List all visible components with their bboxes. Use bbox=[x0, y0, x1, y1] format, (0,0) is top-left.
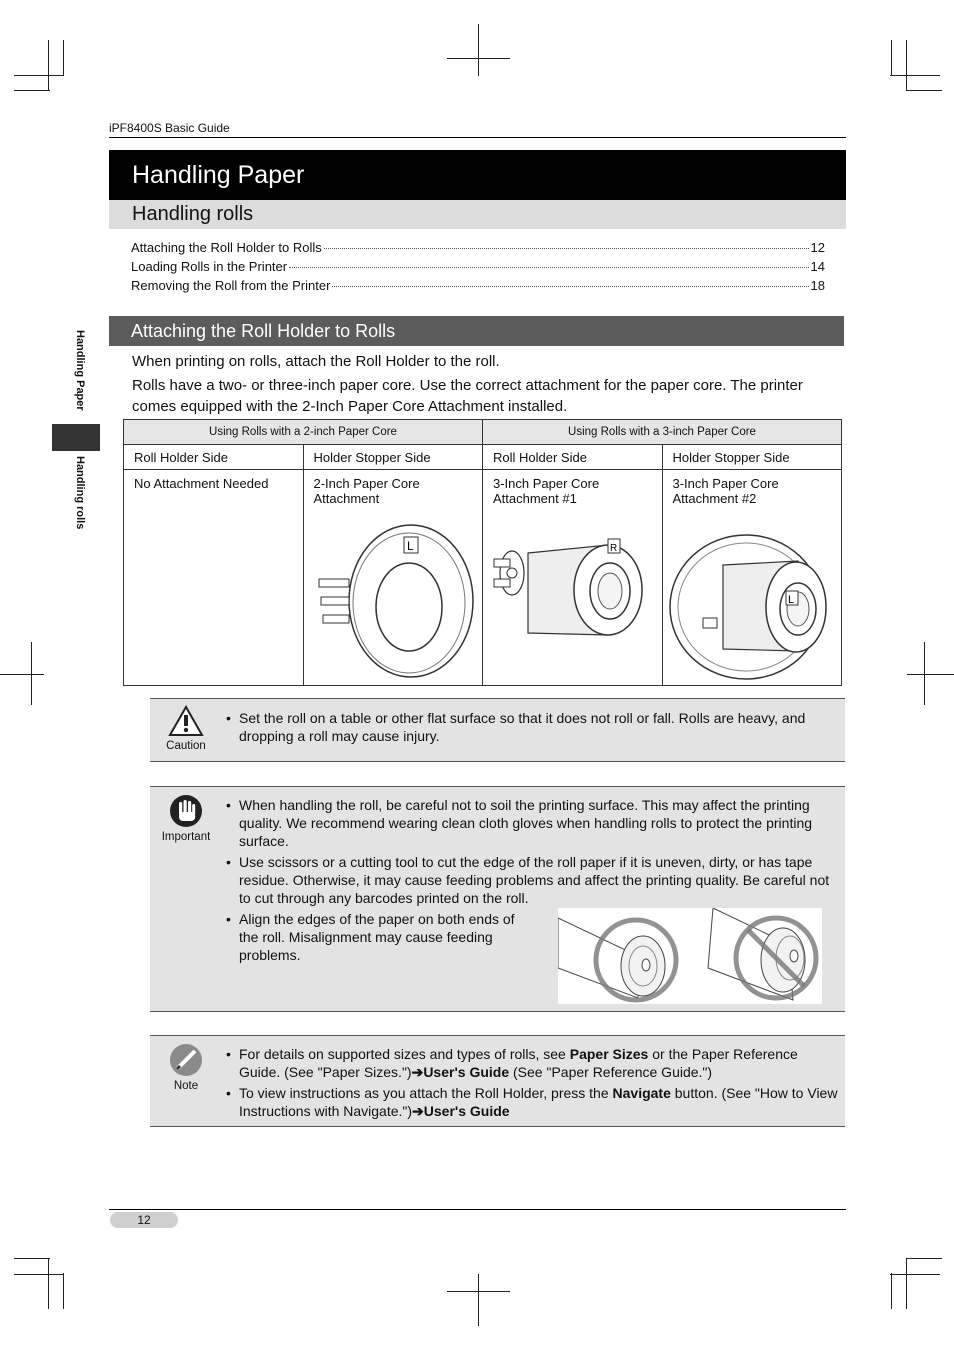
crop-mark bbox=[14, 75, 64, 76]
page-subtitle: Handling rolls bbox=[109, 200, 846, 229]
paper-sizes-link[interactable]: Paper Sizes bbox=[569, 1046, 649, 1062]
toc-leader bbox=[332, 286, 808, 287]
crop-mark bbox=[890, 75, 940, 76]
toc-label: Removing the Roll from the Printer bbox=[131, 278, 331, 293]
toc-entry[interactable] bbox=[131, 259, 825, 274]
users-guide-link[interactable]: User's Guide bbox=[423, 1064, 510, 1080]
toc-entry[interactable] bbox=[131, 278, 825, 293]
footer-rule bbox=[109, 1209, 846, 1210]
note-item bbox=[226, 1045, 838, 1081]
registration-mark bbox=[924, 642, 925, 705]
3-inch-attachment-2-illustration bbox=[668, 523, 833, 683]
section-paragraph: When printing on rolls, attach the Roll Holder to the roll. bbox=[132, 353, 500, 370]
stop-hand-icon bbox=[169, 794, 203, 828]
pencil-note-icon bbox=[169, 1043, 203, 1077]
crop-mark bbox=[890, 1274, 940, 1275]
side-mark: L bbox=[406, 539, 414, 553]
important-icon-group bbox=[150, 794, 222, 843]
note-icon-group bbox=[150, 1043, 222, 1092]
registration-mark bbox=[478, 1274, 479, 1326]
2-inch-attachment-illustration bbox=[309, 523, 474, 683]
registration-mark bbox=[907, 674, 954, 675]
crop-mark bbox=[14, 1274, 64, 1275]
crop-mark bbox=[63, 1273, 64, 1309]
section-paragraph: Rolls have a two- or three-inch paper core. Use the correct attachment for the paper core. The printer comes equipped with the 2-Inch Paper Core Attachment installed. bbox=[132, 377, 803, 415]
page-title: Handling Paper bbox=[109, 150, 846, 200]
table-cell bbox=[303, 470, 483, 686]
caution-list bbox=[226, 709, 838, 748]
toc-page: 18 bbox=[810, 278, 825, 293]
toc-label: Attaching the Roll Holder to Rolls bbox=[131, 240, 322, 255]
cell-text: 3-Inch Paper Core Attachment #1 bbox=[493, 476, 600, 506]
attachment-table bbox=[123, 419, 842, 686]
important-item: • Align the edges of the paper on both ends of the roll. Misalignment may cause feeding problems. bbox=[226, 910, 524, 964]
group-header: Using Rolls with a 2-inch Paper Core bbox=[124, 420, 483, 445]
header-rule bbox=[109, 137, 846, 138]
side-tab-chapter: Handling Paper bbox=[74, 330, 86, 411]
table-cell bbox=[662, 470, 842, 686]
note-item bbox=[226, 1084, 838, 1120]
toc-page: 14 bbox=[810, 259, 825, 274]
note-box bbox=[150, 1035, 845, 1127]
arrow-icon: ➔ bbox=[411, 1064, 424, 1080]
registration-mark bbox=[478, 24, 479, 76]
note-label: Note bbox=[173, 1080, 199, 1092]
side-mark: L bbox=[787, 594, 794, 606]
note-text: or the Paper Reference Guide. (See "Paper Sizes.") bbox=[239, 1046, 798, 1080]
column-header: Roll Holder Side bbox=[124, 445, 304, 470]
crop-mark bbox=[63, 40, 64, 76]
crop-mark bbox=[906, 40, 907, 90]
table-cell bbox=[483, 470, 663, 686]
crop-mark bbox=[906, 1259, 907, 1309]
column-header: Holder Stopper Side bbox=[303, 445, 483, 470]
important-box bbox=[150, 786, 845, 1012]
side-tab-section: Handling rolls bbox=[74, 456, 86, 530]
crop-mark bbox=[14, 1258, 50, 1259]
important-item: • When handling the roll, be careful not to soil the printing surface. This may affect the printing quality. We recommend wearing clean cloth gloves when handling rolls to protect the printing surface. bbox=[226, 796, 838, 850]
note-list bbox=[226, 1045, 838, 1123]
cell-text: 2-Inch Paper Core Attachment bbox=[313, 476, 420, 506]
toc-label: Loading Rolls in the Printer bbox=[131, 259, 288, 274]
note-text: To view instructions as you attach the Roll Holder, press the bbox=[239, 1085, 613, 1101]
caution-icon-group bbox=[150, 705, 222, 752]
important-label: Important bbox=[161, 831, 211, 843]
side-tab-marker bbox=[52, 424, 100, 451]
users-guide-link[interactable]: User's Guide bbox=[423, 1103, 510, 1119]
crop-mark bbox=[906, 90, 942, 91]
caution-box bbox=[150, 698, 845, 762]
note-text: For details on supported sizes and types of rolls, see bbox=[239, 1046, 570, 1062]
arrow-icon: ➔ bbox=[412, 1103, 424, 1119]
column-header: Roll Holder Side bbox=[483, 445, 663, 470]
group-header: Using Rolls with a 3-inch Paper Core bbox=[483, 420, 842, 445]
table-cell bbox=[124, 470, 304, 686]
crop-mark bbox=[906, 1258, 942, 1259]
toc-entry[interactable] bbox=[131, 240, 825, 255]
caution-label: Caution bbox=[166, 740, 206, 752]
crop-mark bbox=[891, 1273, 892, 1309]
column-header: Holder Stopper Side bbox=[662, 445, 842, 470]
caution-icon bbox=[168, 705, 204, 737]
side-mark: R bbox=[610, 543, 618, 554]
toc-page: 12 bbox=[810, 240, 825, 255]
registration-mark bbox=[31, 642, 32, 705]
crop-mark bbox=[48, 40, 49, 90]
crop-mark bbox=[891, 40, 892, 76]
crop-mark bbox=[48, 1259, 49, 1309]
caution-item: • Set the roll on a table or other flat surface so that it does not roll or fall. Rolls are heavy, and dropping a roll may cause injury. bbox=[226, 709, 838, 745]
toc-leader bbox=[324, 248, 809, 249]
section-title: Attaching the Roll Holder to Rolls bbox=[109, 316, 844, 346]
crop-mark bbox=[14, 90, 50, 91]
note-text: (See "Paper Reference Guide.") bbox=[509, 1064, 713, 1080]
cell-text: No Attachment Needed bbox=[134, 476, 269, 491]
roll-alignment-illustration bbox=[558, 908, 822, 1004]
3-inch-attachment-1-illustration bbox=[488, 523, 653, 683]
navigate-button-ref: Navigate bbox=[612, 1085, 671, 1101]
note-text: button. (See "How to View Instructions with Navigate.") bbox=[239, 1085, 838, 1119]
page-number: 12 bbox=[110, 1212, 178, 1228]
important-item: • Use scissors or a cutting tool to cut the edge of the roll paper if it is uneven, dirty, or has tape residue. Otherwise, it may cause feeding problems and affect the printing quality. Be careful not to cut through any barcodes printed on the roll. bbox=[226, 853, 838, 907]
toc-leader bbox=[289, 267, 808, 268]
registration-mark bbox=[0, 674, 44, 675]
guide-title: iPF8400S Basic Guide bbox=[109, 121, 230, 135]
cell-text: 3-Inch Paper Core Attachment #2 bbox=[672, 476, 779, 506]
